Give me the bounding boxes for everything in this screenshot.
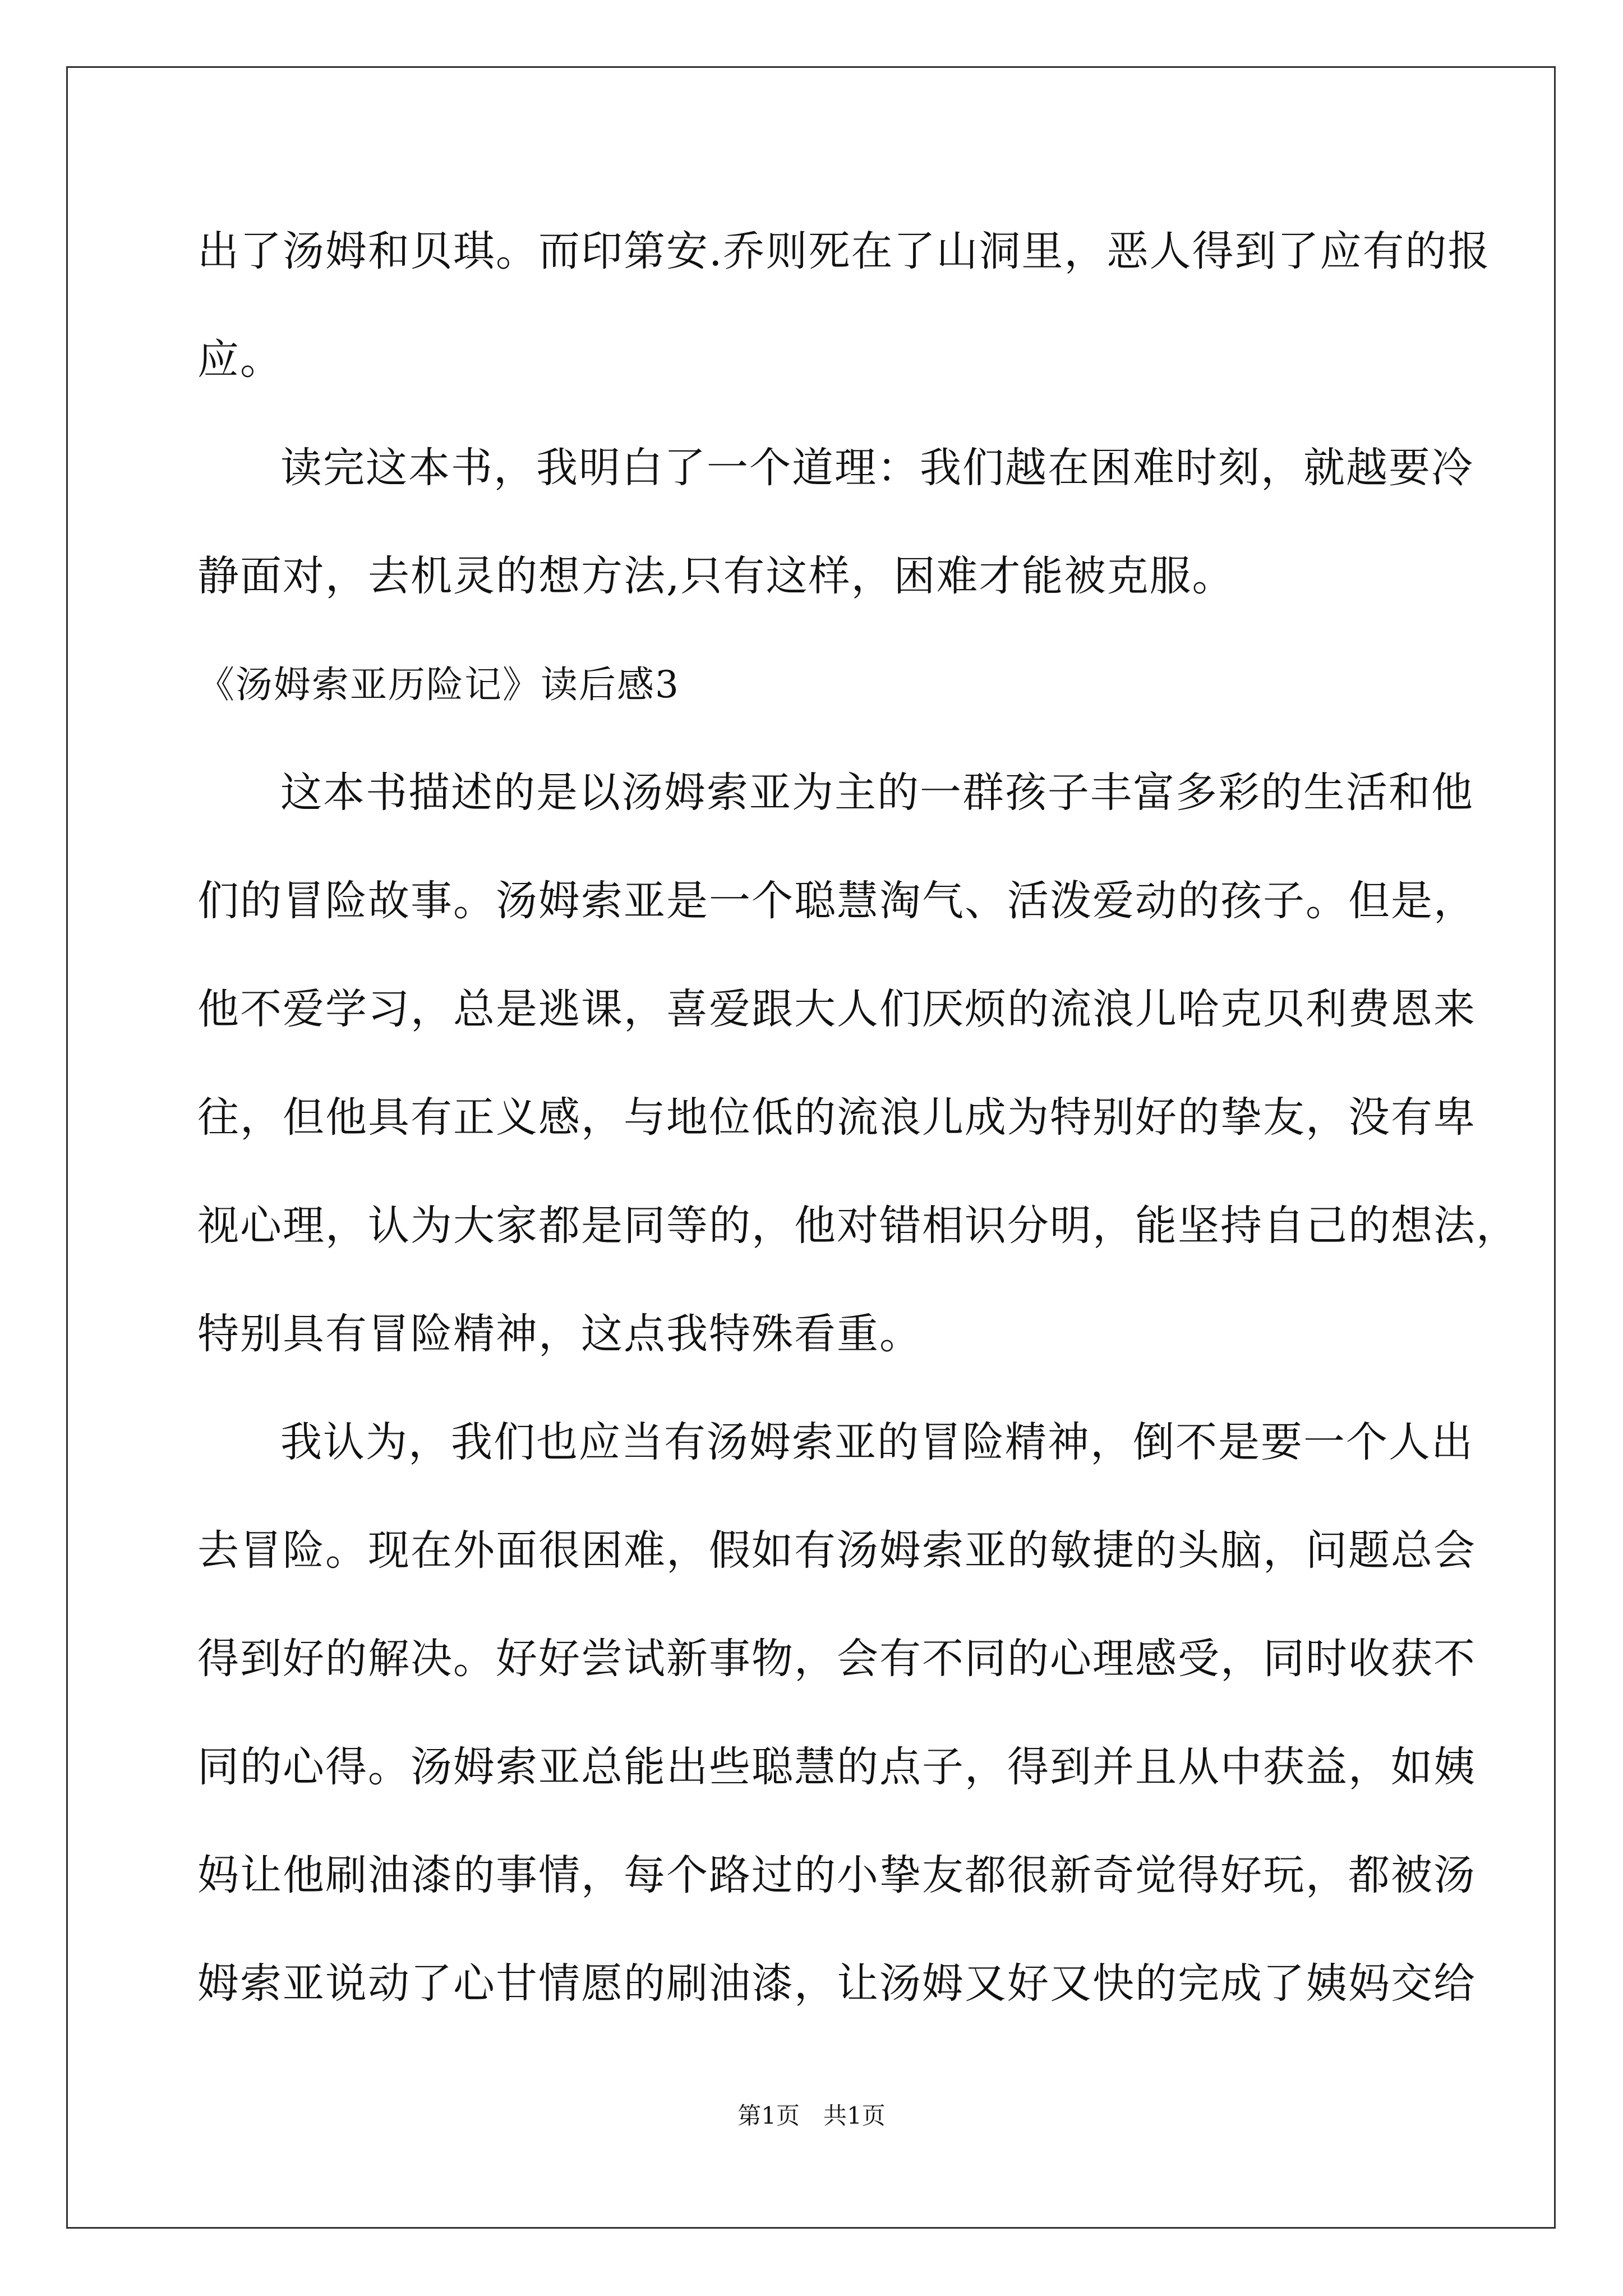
text-line: 视心理，认为大家都是同等的，他对错相识分明，能坚持自己的想法， bbox=[197, 1202, 1519, 1250]
text-line: 我认为，我们也应当有汤姆索亚的冒险精神，倒不是要一个人出 bbox=[280, 1418, 1474, 1466]
text-line: 读完这本书，我明白了一个道理：我们越在困难时刻，就越要冷 bbox=[280, 444, 1474, 492]
text-line: 们的冒险故事。汤姆索亚是一个聪慧淘气、活泼爱动的孩子。但是， bbox=[197, 877, 1476, 925]
page-footer: 第1页 共1页 bbox=[737, 2102, 886, 2129]
text-line: 应。 bbox=[197, 335, 283, 384]
text-line: 静面对，去机灵的想方法,只有这样，困难才能被克服。 bbox=[197, 552, 1235, 600]
text-line: 妈让他刷油漆的事情，每个路过的小挚友都很新奇觉得好玩，都被汤 bbox=[197, 1851, 1476, 1899]
text-line: 去冒险。现在外面很困难，假如有汤姆索亚的敏捷的头脑，问题总会 bbox=[197, 1526, 1476, 1575]
text-line: 姆索亚说动了心甘情愿的刷油漆，让汤姆又好又快的完成了姨妈交给 bbox=[197, 1959, 1476, 2008]
text-line: 往，但他具有正义感，与地位低的流浪儿成为特别好的挚友，没有卑 bbox=[197, 1093, 1476, 1142]
section-heading: 《汤姆索亚历险记》读后感3 bbox=[197, 663, 680, 706]
text-line: 特别具有冒险精神，这点我特殊看重。 bbox=[197, 1310, 922, 1358]
text-line: 他不爱学习，总是逃课，喜爱跟大人们厌烦的流浪儿哈克贝利费恩来 bbox=[197, 985, 1476, 1033]
document-body bbox=[197, 197, 1519, 2038]
text-line: 同的心得。汤姆索亚总能出些聪慧的点子，得到并且从中获益，如姨 bbox=[197, 1743, 1476, 1791]
text-line: 得到好的解决。好好尝试新事物，会有不同的心理感受，同时收获不 bbox=[197, 1635, 1476, 1683]
text-line: 出了汤姆和贝琪。而印第安.乔则死在了山洞里，恶人得到了应有的报 bbox=[197, 227, 1491, 275]
text-line: 这本书描述的是以汤姆索亚为主的一群孩子丰富多彩的生活和他 bbox=[280, 769, 1474, 817]
